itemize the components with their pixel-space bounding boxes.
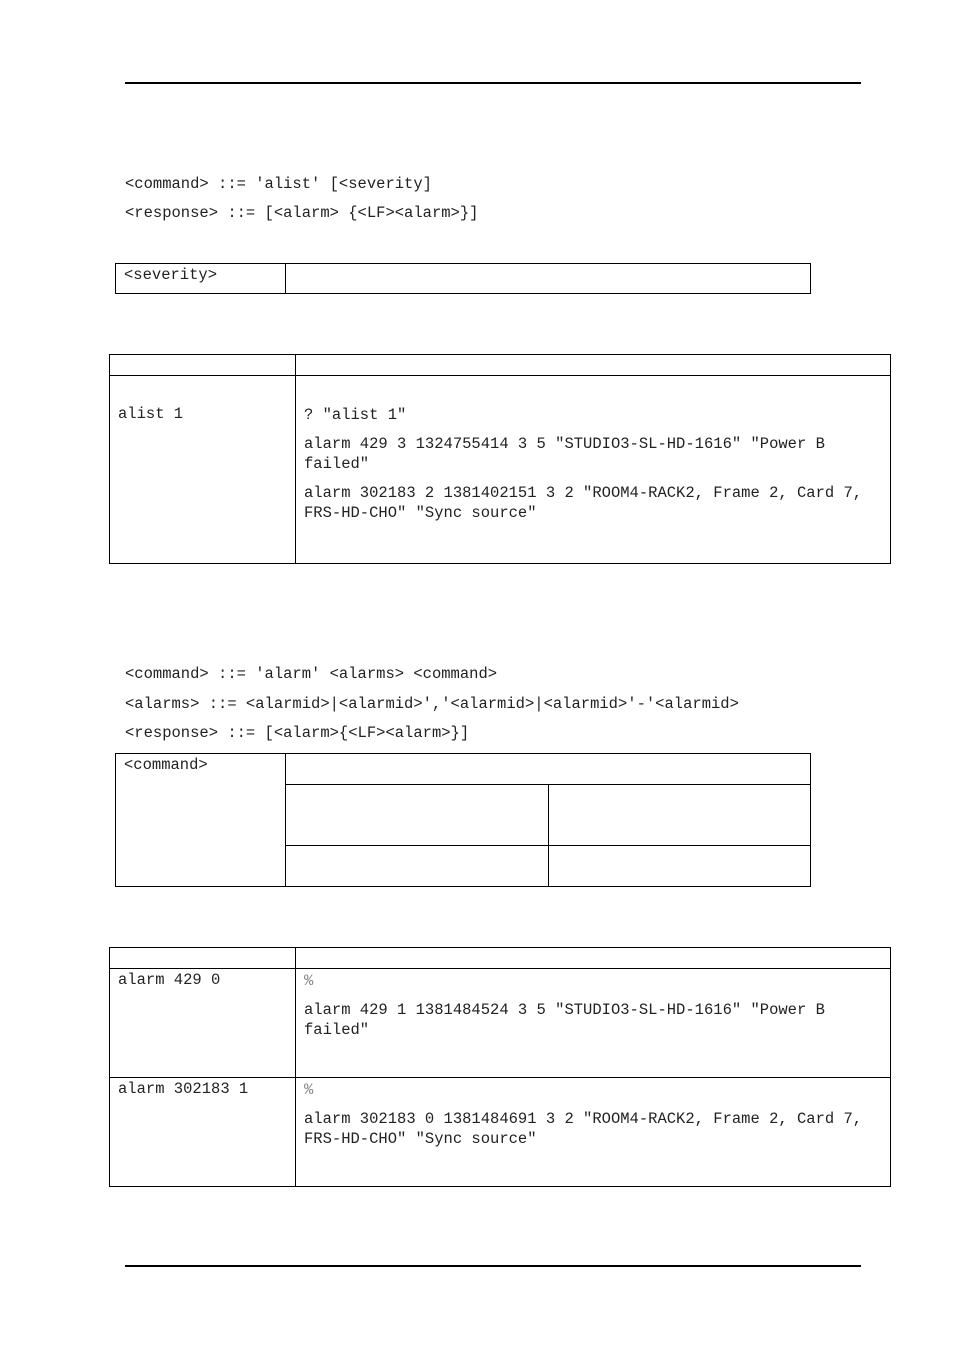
alarm-param-table <box>115 753 811 887</box>
alarm-response-line: alarm 429 1 1381484524 3 5 "STUDIO3-SL-HD-1616" "Power B failed" <box>304 1001 835 1039</box>
alist-example-response <box>296 376 890 523</box>
param-desc-command <box>286 754 811 785</box>
alist-syntax-response: <response> ::= [<alarm> {<LF><alarm>}] <box>125 204 479 222</box>
alarm-example-table <box>109 947 891 1187</box>
alist-response-line: alarm 429 3 1324755414 3 5 "STUDIO3-SL-HD-1616" "Power B failed" <box>304 435 835 473</box>
alist-example-header-response <box>296 355 891 376</box>
alarm-syntax-alarms: <alarms> ::= <alarmid>|<alarmid>','<alarmid>|<alarmid>'-'<alarmid> <box>125 695 739 713</box>
alarm-syntax-response: <response> ::= [<alarm>{<LF><alarm>}] <box>125 724 470 742</box>
param-desc-severity <box>286 264 810 266</box>
param-name-severity: <severity> <box>124 266 218 284</box>
alist-example-table <box>109 354 891 564</box>
alist-syntax-command: <command> ::= 'alist' [<severity] <box>125 175 432 193</box>
alarm-example-response <box>296 969 890 1040</box>
alarm-example-header-response <box>296 948 891 969</box>
alarm-syntax-command: <command> ::= 'alarm' <alarms> <command> <box>125 665 498 683</box>
alist-response-line: alarm 302183 2 1381402151 3 2 "ROOM4-RACK2, Frame 2, Card 7, FRS-HD-CHO" "Sync source" <box>304 484 872 522</box>
param-value-cell <box>286 785 549 846</box>
alarm-response-line: alarm 302183 0 1381484691 3 2 "ROOM4-RACK2, Frame 2, Card 7, FRS-HD-CHO" "Sync source" <box>304 1110 872 1148</box>
alist-response-line: ? "alist 1" <box>304 406 407 424</box>
header-rule <box>125 82 861 84</box>
param-value-cell <box>286 846 549 887</box>
alist-example-header-command <box>110 355 296 376</box>
alarm-example-response <box>296 1078 890 1149</box>
alarm-response-status: % <box>304 972 314 990</box>
alist-example-command: alist 1 <box>118 405 184 423</box>
alarm-response-status: % <box>304 1081 314 1099</box>
param-value-desc-cell <box>548 785 811 846</box>
alarm-example-command: alarm 302183 1 <box>118 1080 249 1098</box>
alist-param-table <box>115 263 811 294</box>
param-name-command: <command> <box>124 756 208 774</box>
alarm-example-command: alarm 429 0 <box>118 971 221 989</box>
param-value-desc-cell <box>548 846 811 887</box>
alarm-example-header-command <box>110 948 296 969</box>
footer-rule <box>125 1265 861 1267</box>
